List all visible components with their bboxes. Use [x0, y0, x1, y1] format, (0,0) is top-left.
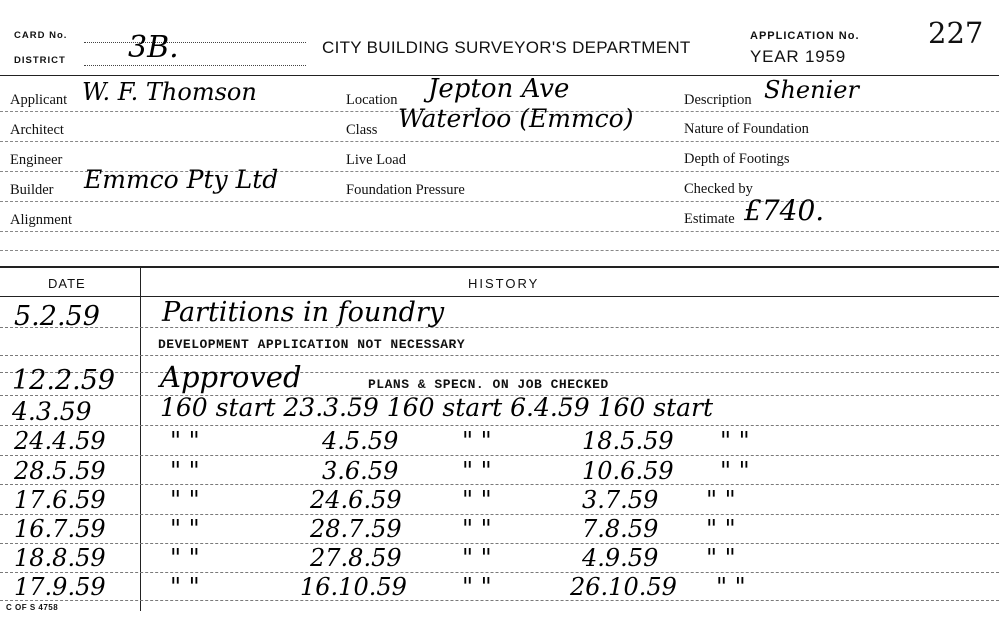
class-value: Waterloo (Emmco)	[398, 104, 634, 133]
field-row-line-5	[0, 231, 999, 232]
history-date: 18.8.59	[14, 544, 106, 572]
history-date: 17.6.59	[14, 486, 106, 514]
history-date-value: 18.5.59	[582, 427, 674, 455]
history-date-value: 4.5.59	[322, 427, 399, 455]
page-title: CITY BUILDING SURVEYOR'S DEPARTMENT	[322, 38, 691, 57]
history-line	[0, 600, 999, 601]
ditto-mark: " "	[462, 486, 492, 514]
date-column-header: DATE	[48, 276, 86, 291]
history-date: 4.3.59	[12, 397, 92, 426]
description-value: Shenier	[764, 76, 859, 104]
engineer-label: Engineer	[10, 152, 63, 168]
class-label: Class	[346, 122, 378, 138]
location-value: Jepton Ave	[428, 74, 570, 104]
history-line	[0, 543, 999, 544]
field-row-line-6	[0, 250, 999, 251]
history-line	[0, 355, 999, 356]
architect-label: Architect	[10, 122, 64, 138]
history-entry: 160 start 23.3.59 160 start 6.4.59 160 start	[160, 393, 714, 422]
year-label: YEAR 1959	[750, 47, 847, 66]
form-code: C OF S 4758	[6, 603, 59, 612]
description-label: Description	[684, 92, 752, 108]
estimate-label: Estimate	[684, 211, 735, 227]
district-value: 3B.	[128, 30, 179, 65]
ditto-mark: " "	[170, 515, 200, 543]
ditto-mark: " "	[720, 457, 750, 485]
builder-value: Emmco Pty Ltd	[84, 165, 279, 194]
history-stamp: PLANS & SPECN. ON JOB CHECKED	[368, 377, 609, 392]
history-date-value: 3.6.59	[322, 457, 399, 485]
ditto-mark: " "	[706, 515, 736, 543]
history-column-header: HISTORY	[468, 276, 540, 291]
alignment-label: Alignment	[10, 212, 73, 228]
field-row-line-2	[0, 141, 999, 142]
history-stamp: DEVELOPMENT APPLICATION NOT NECESSARY	[158, 337, 466, 352]
card-no-label: CARD No.	[14, 30, 68, 41]
fields-rule	[0, 266, 999, 268]
history-date-value: 16.10.59	[300, 573, 407, 601]
history-line	[0, 484, 999, 485]
history-date: 12.2.59	[12, 365, 116, 396]
history-date: 5.2.59	[14, 301, 100, 332]
history-date-value: 28.7.59	[310, 515, 402, 543]
district-line	[84, 65, 306, 66]
district-label: DISTRICT	[14, 55, 66, 66]
ditto-mark: " "	[170, 573, 200, 601]
date-column-divider	[140, 266, 141, 611]
history-entry: Partitions in foundry	[162, 297, 445, 328]
applicant-value: W. F. Thomson	[82, 78, 257, 106]
card-no-line	[84, 42, 306, 43]
ditto-mark: " "	[170, 427, 200, 455]
foundation-pressure-label: Foundation Pressure	[346, 182, 465, 198]
estimate-value: £740.	[744, 194, 825, 227]
ditto-mark: " "	[170, 544, 200, 572]
history-date-value: 4.9.59	[582, 544, 659, 572]
nature-of-foundation-label: Nature of Foundation	[684, 121, 809, 137]
history-date-value: 27.8.59	[310, 544, 402, 572]
history-line	[0, 514, 999, 515]
depth-of-footings-label: Depth of Footings	[684, 151, 790, 167]
ditto-mark: " "	[462, 573, 492, 601]
ditto-mark: " "	[720, 427, 750, 455]
history-line	[0, 572, 999, 573]
history-date-value: 24.6.59	[310, 486, 402, 514]
checked-by-label: Checked by	[684, 181, 753, 197]
history-date: 28.5.59	[14, 457, 106, 485]
builder-label: Builder	[10, 182, 54, 198]
history-date: 17.9.59	[14, 573, 106, 601]
history-date: 24.4.59	[14, 427, 106, 455]
history-date-value: 3.7.59	[582, 486, 659, 514]
applicant-label: Applicant	[10, 92, 68, 108]
history-date-value: 26.10.59	[570, 573, 677, 601]
ditto-mark: " "	[706, 544, 736, 572]
live-load-label: Live Load	[346, 152, 406, 168]
history-line	[0, 327, 999, 328]
history-date-value: 7.8.59	[582, 515, 659, 543]
ditto-mark: " "	[462, 457, 492, 485]
ditto-mark: " "	[462, 544, 492, 572]
ditto-mark: " "	[716, 573, 746, 601]
history-entry: Approved	[160, 360, 302, 394]
history-date-value: 10.6.59	[582, 457, 674, 485]
ditto-mark: " "	[170, 486, 200, 514]
history-header-rule	[0, 296, 999, 297]
location-label: Location	[346, 92, 398, 108]
application-no-label: APPLICATION No.	[750, 30, 860, 42]
history-line	[0, 425, 999, 426]
history-line	[0, 372, 999, 373]
ditto-mark: " "	[462, 515, 492, 543]
application-no-value: 227	[928, 16, 984, 50]
ditto-mark: " "	[706, 486, 736, 514]
history-date: 16.7.59	[14, 515, 106, 543]
field-row-line-4	[0, 201, 999, 202]
ditto-mark: " "	[462, 427, 492, 455]
history-line	[0, 455, 999, 456]
ditto-mark: " "	[170, 457, 200, 485]
